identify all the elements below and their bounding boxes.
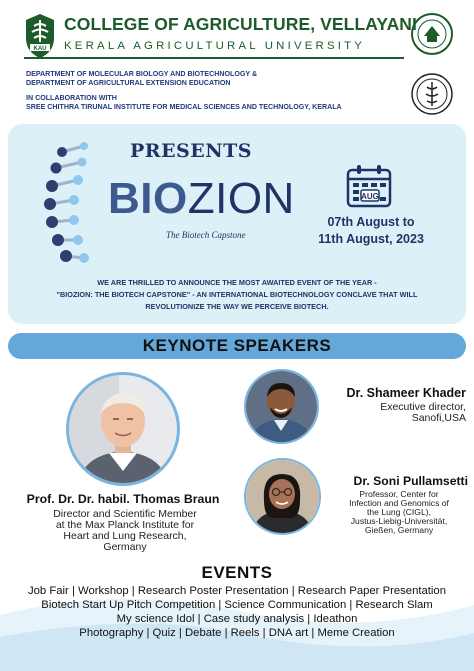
announcement-line: WE ARE THRILLED TO ANNOUNCE THE MOST AWAITED EVENT OF THE YEAR -: [97, 278, 377, 287]
speaker-desc-pullamsetti: the Lung (CIGL),: [366, 507, 431, 517]
speaker-desc-braun: Heart and Lung Research,: [63, 530, 187, 542]
speaker-desc-pullamsetti: Infection and Genomics of: [349, 498, 449, 508]
announcement-line: "BIOZION: THE BIOTECH CAPSTONE" - AN INTERNATIONAL BIOTECHNOLOGY CONCLAVE THAT WILL: [56, 290, 418, 299]
department-line: DEPARTMENT OF AGRICULTURAL EXTENSION EDUCATION: [26, 79, 231, 87]
keynote-heading: KEYNOTE SPEAKERS: [142, 336, 332, 355]
university-name: KERALA AGRICULTURAL UNIVERSITY: [64, 40, 366, 52]
speaker-desc-pullamsetti: Justus-Liebig-Universität,: [350, 516, 448, 526]
calendar-icon: [345, 163, 393, 209]
speaker-desc-braun: Director and Scientific Member: [53, 508, 197, 520]
speaker-photo-pullamsetti: [244, 458, 321, 535]
collaboration-line: SREE CHITHRA TIRUNAL INSTITUTE FOR MEDICAL SCIENCES AND TECHNOLOGY, KERALA: [26, 103, 342, 111]
event-date-start: 07th August to: [327, 215, 415, 229]
speaker-photo-khader: [244, 369, 319, 444]
speaker-desc-braun: at the Max Planck Institute for: [55, 519, 195, 531]
speaker-desc-pullamsetti: Professor, Center for: [359, 489, 439, 499]
calendar-month: AUG: [361, 192, 379, 201]
kau-logo-text: KAU: [33, 46, 47, 52]
dna-icon: [22, 140, 112, 270]
speaker-desc-khader: Executive director,: [380, 401, 466, 413]
seal-logo: [410, 12, 454, 56]
kau-logo: [22, 12, 58, 60]
sctimst-logo: [410, 72, 454, 116]
event-tagline: The Biotech Capstone: [166, 230, 246, 240]
speaker-name-braun: Prof. Dr. Dr. habil. Thomas Braun: [26, 492, 220, 506]
events-line: Job Fair | Workshop | Research Poster Presentation | Research Paper Presentation: [28, 585, 446, 597]
department-line: DEPARTMENT OF MOLECULAR BIOLOGY AND BIOTECHNOLOGY &: [26, 70, 258, 78]
speaker-name-pullamsetti: Dr. Soni Pullamsetti: [353, 474, 468, 488]
event-name-zion: ZION: [187, 174, 295, 223]
speaker-photo-braun: [66, 372, 180, 486]
events-line: Biotech Start Up Pitch Competition | Science Communication | Research Slam: [41, 599, 433, 611]
announcement-line: REVOLUTIONIZE THE WAY WE PERCEIVE BIOTECH.: [145, 302, 329, 311]
events-heading: EVENTS: [201, 563, 273, 582]
events-line: Photography | Quiz | Debate | Reels | DNA art | Meme Creation: [79, 627, 395, 639]
college-title: COLLEGE OF AGRICULTURE, VELLAYANI: [64, 14, 418, 34]
event-name: [108, 174, 295, 223]
collaboration-line: IN COLLABORATION WITH: [26, 94, 117, 102]
event-date-end: 11th August, 2023: [318, 232, 424, 246]
speaker-name-khader: Dr. Shameer Khader: [346, 386, 466, 400]
presents-heading: PRESENTS: [130, 140, 252, 162]
events-line: My science Idol | Case study analysis | Ideathon: [116, 613, 358, 625]
speaker-desc-pullamsetti: Gießen, Germany: [364, 525, 434, 535]
speaker-desc-braun: Germany: [103, 541, 147, 553]
header-divider: [24, 57, 404, 59]
speaker-desc-khader: Sanofi,USA: [411, 412, 466, 424]
event-name-bio: BIO: [108, 174, 188, 223]
